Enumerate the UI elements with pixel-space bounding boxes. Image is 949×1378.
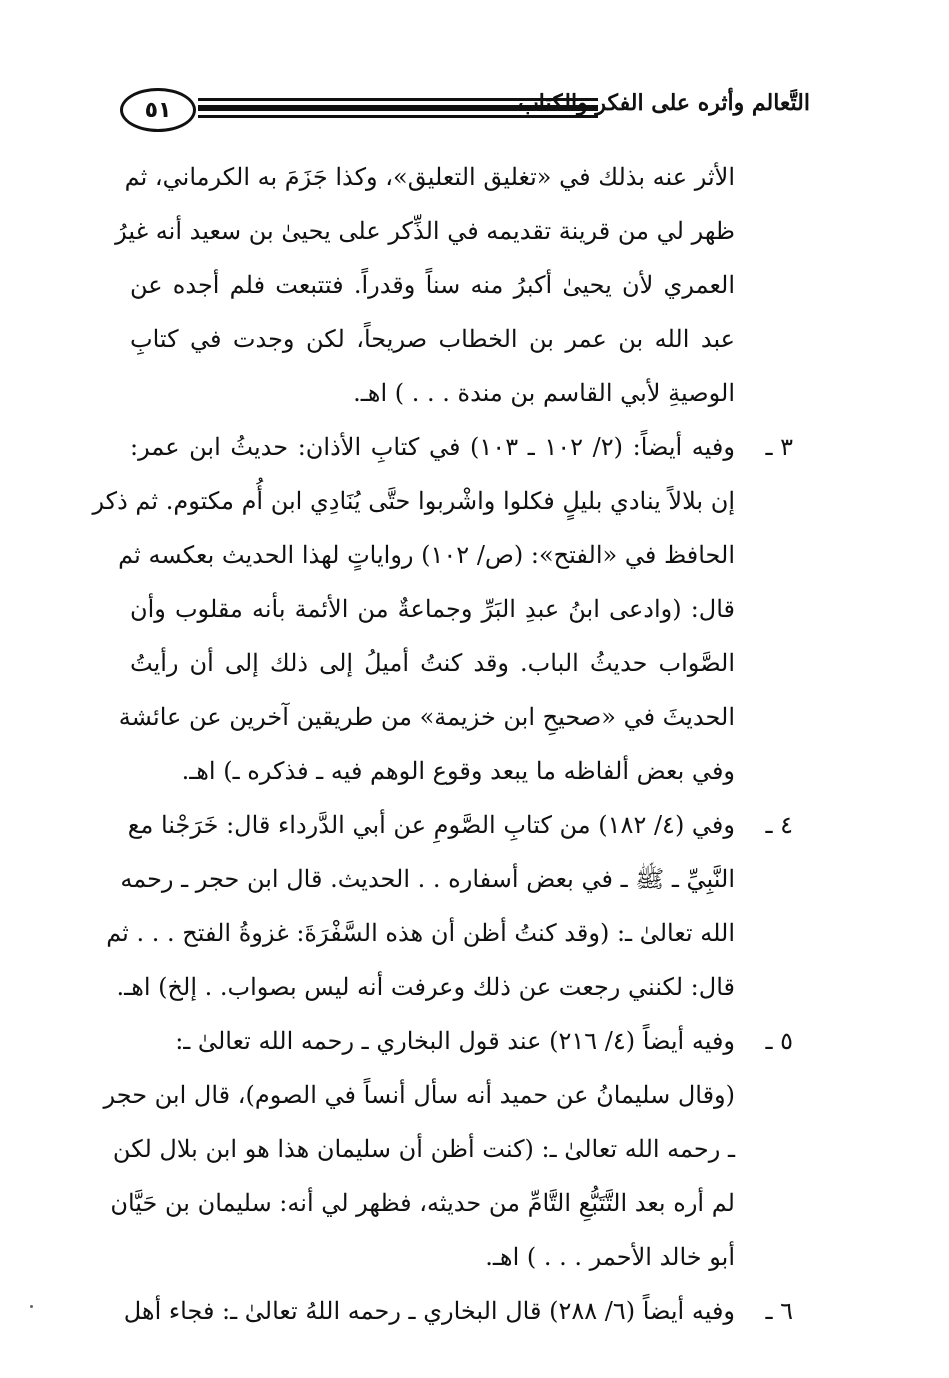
text-line: أبو خالد الأحمر . . . ) اهـ.	[485, 1243, 735, 1271]
text-line: الحافظ في «الفتح»: (ص/ ١٠٢) رواياتٍ لهذا الحديث بعكسه ثم	[118, 541, 735, 569]
item-number: ٤ ـ	[765, 811, 793, 839]
text-line: ـ رحمه الله تعالىٰ ـ: (كنت أظن أن سليمان هذا هو ابن بلال لكن	[112, 1135, 735, 1163]
text-line: وفيه أيضاً: (٢/ ١٠٢ ـ ١٠٣) في كتابِ الأذان: حديثُ ابن عمر:	[130, 433, 735, 461]
text-line: قال: (وادعى ابنُ عبدِ البَرِّ وجماعةٌ من الأئمة بأنه مقلوب وأن	[130, 595, 735, 623]
item-number: ٥ ـ	[765, 1027, 793, 1055]
list-item-line	[130, 1014, 793, 1068]
scan-speck	[30, 1305, 33, 1308]
text-line: النَّبِيِّ ـ ﷺ ـ في بعض أسفاره . . الحديث. قال ابن حجر ـ رحمه	[120, 865, 735, 893]
item-number: ٦ ـ	[765, 1297, 793, 1325]
text-line: عبد الله بن عمر بن الخطاب صريحاً، لكن وجدت في كتابِ	[130, 325, 735, 353]
running-title: التَّعالم وأثره على الفكر والكتاب	[518, 90, 810, 116]
text-line: الأثر عنه بذلك في «تغليق التعليق»، وكذا جَزَمَ به الكرماني، ثم	[124, 163, 735, 191]
text-line: (وقال سليمانُ عن حميد أنه سأل أنساً في الصوم)، قال ابن حجر	[103, 1081, 735, 1109]
text-line: لم أره بعد التَّتَبُّعِ التَّامِّ من حديثه، فظهر لي أنه: سليمان بن حَيَّان	[110, 1189, 735, 1217]
page-number: ٥١	[120, 88, 196, 132]
page-body	[92, 150, 793, 1338]
page-header	[120, 88, 810, 128]
text-line: إن بلالاً ينادي بليلٍ فكلوا واشْربوا حتَّى يُنَادِي ابن أُم مكتوم. ثم ذكر	[92, 487, 735, 515]
text-line: الصَّواب حديثُ الباب. وقد كنتُ أميلُ إلى ذلك إلى أن رأيتُ	[130, 649, 735, 677]
text-line: الله تعالىٰ ـ: (وقد كنتُ أظن أن هذه السَّفْرَةَ: غزوةُ الفتح . . . ثم	[106, 919, 735, 947]
item-number: ٣ ـ	[765, 433, 793, 461]
text-line: وفيه أيضاً (٤/ ٢١٦) عند قول البخاري ـ رحمه الله تعالىٰ ـ:	[175, 1027, 735, 1055]
text-line: ظهر لي من قرينة تقديمه في الذِّكر على يحيىٰ بن سعيد أنه غيرُ	[115, 217, 735, 245]
text-line: وفيه أيضاً (٦/ ٢٨٨) قال البخاري ـ رحمه اللهُ تعالىٰ ـ: فجاء أهل	[123, 1297, 735, 1325]
text-line: العمري لأن يحيىٰ أكبرُ منه سناً وقدراً. فتتبعت فلم أجده عن	[130, 271, 735, 299]
list-item-line	[130, 420, 793, 474]
text-line: الحديثَ في «صحيحِ ابن خزيمة» من طريقين آخرين عن عائشة	[118, 703, 735, 731]
text-line: وفي (٤/ ١٨٢) من كتابِ الصَّومِ عن أبي الدَّرداء قال: خَرَجْنا مع	[127, 811, 735, 839]
text-line: وفي بعض ألفاظه ما يبعد وقوع الوهم فيه ـ فذكره ـ) اهـ.	[181, 757, 735, 785]
text-line: الوصيةِ لأبي القاسم بن مندة . . . ) اهـ.	[353, 379, 735, 407]
list-item-line	[127, 798, 793, 852]
list-item-line	[123, 1284, 793, 1338]
text-line: قال: لكنني رجعت عن ذلك وعرفت أنه ليس بصواب. . إلخ) اهـ.	[116, 973, 735, 1001]
